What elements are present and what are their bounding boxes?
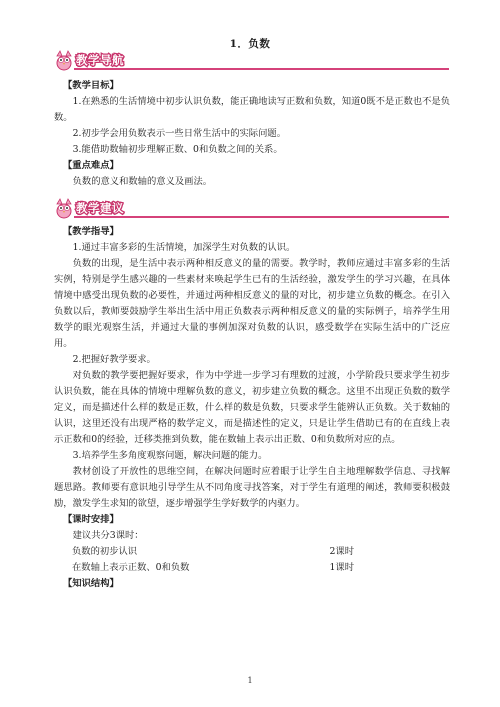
section-badge-label: 教学建议 — [76, 201, 124, 215]
guidance-paragraph: 1.通过丰富多彩的生活情境，加深学生对负数的认识。 — [72, 242, 296, 253]
nav-section-content — [54, 78, 450, 190]
schedule-hours: 1课时 — [329, 562, 354, 573]
schedule-intro: 建议共分3课时： — [72, 530, 144, 541]
goal-item: 1.在熟悉的生活情境中初步认识负数，能正确地读写正数和负数，知道0既不是正数也不是负数。 — [54, 96, 450, 123]
page-number: 1 — [247, 676, 253, 685]
guidance-paragraph: 3.培养学生多角度观察问题，解决问题的能力。 — [72, 450, 268, 461]
lesson-title: 1．负数 — [229, 38, 271, 50]
section-badge-nav — [53, 50, 449, 70]
goals-heading: 【教学目标】 — [63, 80, 119, 91]
schedule-hours: 2课时 — [329, 546, 354, 557]
guidance-paragraph: 教材创设了开放性的思维空间，在解决问题时应着眼于让学生自主地理解数学信息、寻找解题思路。教师要有意识地引导学生从不同角度寻找答案，对于学生有道理的阐述，教师要积极鼓励，激发学生求知的欲望，逐步增强学生学好数学的内驱力。 — [54, 466, 450, 509]
guidance-paragraph: 对负数的教学要把握好要求，作为中学进一步学习有理数的过渡，小学阶段只要求学生初步认识负数，能在具体的情境中理解负数的意义，初步建立负数的概念。这里不出现正负数的数学定义，而是描述什么样的数是正数，什么样的数是负数，只要求学生能辨认正负数。关于数轴的认识，这里还没有出现严格的数学定义，而是描述性的定义，只是让学生借助已有的在直线上表示正数和0的经验，迁移类推到负数，能在数轴上表示出正数、0和负数所对应的点。 — [54, 370, 450, 445]
schedule-row — [54, 544, 450, 560]
goal-item: 2.初步学会用负数表示一些日常生活中的实际问题。 — [72, 128, 286, 139]
owl-mascot-icon — [53, 49, 75, 71]
schedule-topic: 在数轴上表示正数、0和负数 — [72, 562, 190, 573]
guidance-heading: 【教学指导】 — [63, 226, 119, 237]
structure-heading: 【知识结构】 — [63, 578, 119, 589]
key-points-text: 负数的意义和数轴的意义及画法。 — [72, 176, 213, 187]
section-badge-advice — [53, 198, 449, 218]
schedule-heading: 【课时安排】 — [63, 514, 119, 525]
schedule-row — [54, 560, 450, 576]
schedule-topic: 负数的初步认识 — [72, 546, 138, 557]
key-points-heading: 【重点难点】 — [63, 160, 119, 171]
advice-section-content — [54, 224, 450, 592]
goal-item: 3.能借助数轴初步理解正数、0和负数之间的关系。 — [72, 144, 283, 155]
section-badge-label: 教学导航 — [76, 53, 124, 67]
section-divider — [74, 68, 449, 70]
owl-mascot-icon — [53, 197, 75, 219]
guidance-paragraph: 2.把握好教学要求。 — [72, 354, 156, 365]
guidance-paragraph: 负数的出现，是生活中表示两种相反意义的量的需要。教学时，教师应通过丰富多彩的生活实例，特别是学生感兴趣的一些素材来唤起学生已有的生活经验，激发学生的学习兴趣，在具体情境中感受出现负数的必要性，并通过两种相反意义的量的对比，初步建立负数的概念。在引入负数以后，教师要鼓励学生举出生活中用正负数表示两种相反意义的量的实际例子，培养学生用数学的眼光观察生活，并通过大量的事例加深对负数的认识，感受数学在实际生活中的广泛应用。 — [54, 258, 450, 349]
section-divider — [74, 216, 449, 218]
